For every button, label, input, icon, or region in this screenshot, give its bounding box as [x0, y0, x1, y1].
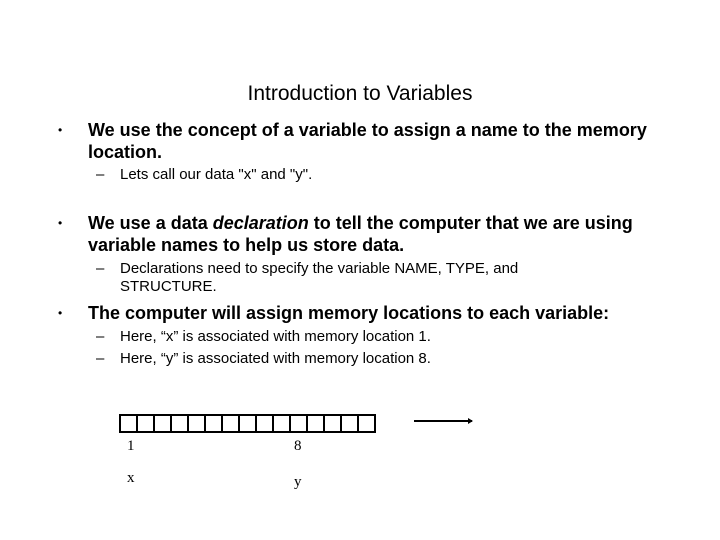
bullet-2-text-before: We use a data [88, 213, 213, 233]
sub-bullet-1-1-text: Lets call our data "x" and "y". [120, 166, 313, 183]
bullet-marker: • [58, 216, 63, 230]
bullet-2 [58, 212, 668, 256]
bullet-marker: • [58, 306, 63, 320]
memory-cell [121, 416, 138, 431]
sub-bullet-2-1 [96, 260, 590, 296]
memory-cell [172, 416, 189, 431]
memory-cell [291, 416, 308, 431]
memory-cells [119, 414, 376, 433]
memory-cell [206, 416, 223, 431]
variable-label-x: x [127, 470, 135, 486]
memory-cell [155, 416, 172, 431]
bullet-2-text-after: to tell the computer that we are using variable names to help us store data. [88, 213, 633, 255]
arrow-icon [414, 420, 472, 422]
memory-cell [342, 416, 359, 431]
memory-cell [257, 416, 274, 431]
sub-bullet-marker: – [96, 328, 105, 345]
memory-cell [308, 416, 325, 431]
memory-cell [223, 416, 240, 431]
sub-bullet-3-2-text: Here, “y” is associated with memory location 8. [120, 350, 431, 367]
sub-bullet-2-1-text: Declarations need to specify the variable NAME, TYPE, and STRUCTURE. [120, 260, 519, 295]
sub-bullet-3-2 [96, 350, 590, 368]
sub-bullet-3-1 [96, 328, 590, 346]
bullet-3-text: The computer will assign memory locations to each variable: [88, 303, 610, 323]
memory-label-1: 1 [127, 438, 135, 454]
bullet-1-text: We use the concept of a variable to assign a name to the memory location. [88, 120, 647, 162]
slide-title: Introduction to Variables [247, 82, 473, 105]
memory-cell [189, 416, 206, 431]
memory-cell [359, 416, 374, 431]
memory-label-8: 8 [294, 438, 302, 454]
sub-bullet-marker: – [96, 166, 105, 183]
sub-bullet-marker: – [96, 350, 105, 367]
variable-label-y: y [294, 474, 302, 490]
memory-cell [325, 416, 342, 431]
bullet-2-emphasis: declaration [212, 213, 309, 233]
bullet-1 [58, 119, 668, 163]
bullet-marker: • [58, 123, 63, 137]
memory-cell [240, 416, 257, 431]
memory-cell [274, 416, 291, 431]
sub-bullet-1-1 [96, 166, 590, 184]
sub-bullet-3-1-text: Here, “x” is associated with memory location 1. [120, 328, 431, 345]
bullet-3 [58, 302, 668, 324]
sub-bullet-marker: – [96, 260, 105, 277]
memory-cell [138, 416, 155, 431]
